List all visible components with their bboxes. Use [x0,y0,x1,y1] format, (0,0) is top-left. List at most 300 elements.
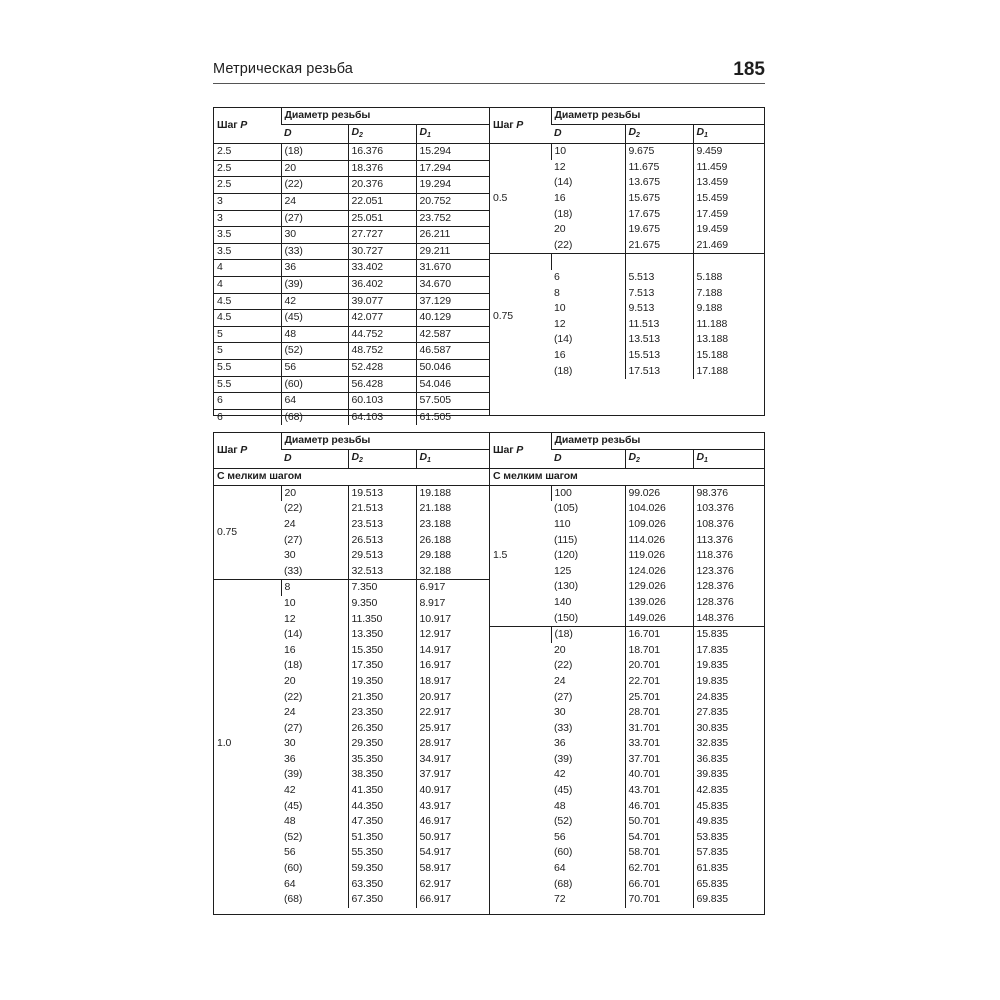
col-d-header [281,449,348,469]
cell-d1: 40.129 [416,310,490,327]
cell-d2: 38.350 [348,767,416,783]
table-row [214,243,490,260]
col-d2-label: D [351,125,359,138]
cell-d: 72 [554,893,566,906]
pitch-cell: 3 [214,193,281,210]
cell-d: (45) [554,784,573,797]
cell-d1: 54.046 [416,376,490,393]
cell-d: (60) [281,376,348,393]
cell-d1: 19.294 [416,177,490,194]
cell-d2: 44.350 [348,799,416,815]
cell-d2: 32.513 [348,564,416,580]
cell-d2: 16.701 [625,627,693,643]
cell-d2: 104.026 [625,501,693,517]
table-row [214,409,490,425]
cell-d: (39) [281,276,348,293]
cell-d2: 7.513 [625,286,693,302]
cell-d2: 40.701 [625,767,693,783]
cell-d1: 7.188 [693,286,764,302]
cell-d: 20 [281,160,348,177]
cell-d: 30 [281,227,348,244]
cell-d1: 40.917 [416,783,490,799]
col-d1-header [693,449,764,469]
cell-d1: 17.188 [693,364,764,380]
cell-d: (22) [284,502,303,515]
pitch-label: Шаг [217,118,238,131]
cell-d: (18) [281,144,348,161]
cell-d2: 50.701 [625,814,693,830]
cell-d: (120) [554,549,579,562]
cell-d2: 37.701 [625,752,693,768]
cell-d2: 44.752 [348,326,416,343]
cell-d1: 25.917 [416,721,490,737]
col-d2-label: D [628,450,636,463]
cell-d: (27) [284,533,303,546]
table-row [214,210,490,227]
cell-d: 42 [554,768,566,781]
cell-d: 24 [284,517,296,530]
running-title: Метрическая резьба [213,61,353,77]
cell-d1: 22.917 [416,705,490,721]
pitch-cell: 5.5 [214,359,281,376]
cell-d1: 113.376 [693,533,764,549]
col-d2-label: D [351,450,359,463]
cell-d1: 23.188 [416,517,490,533]
col-d2-header [348,124,416,144]
cell-d2: 21.513 [348,501,416,517]
cell-d2 [625,254,693,270]
table-row [214,393,490,410]
cell-d: 110 [554,517,571,530]
col-d1-label: D [419,125,427,138]
cell-d1: 61.835 [693,861,764,877]
table-row [214,144,490,161]
cell-d1: 28.917 [416,736,490,752]
col-d1-label: D [696,125,704,138]
col-d1-subscript: 1 [703,456,708,464]
col-d2-header [625,449,693,469]
cell-d2: 52.428 [348,359,416,376]
table-row [214,177,490,194]
cell-d: 16 [554,348,566,361]
cell-d: 8 [281,580,348,596]
col-d2-header [348,449,416,469]
cell-d1: 49.835 [693,814,764,830]
cell-d: 24 [554,674,566,687]
cell-d1: 53.835 [693,830,764,846]
cell-d2: 26.513 [348,533,416,549]
cell-d1: 118.376 [693,548,764,564]
cell-d1: 26.211 [416,227,490,244]
cell-d2: 17.675 [625,207,693,223]
pitch-cell: 1.0 [214,580,281,908]
col-d2-subscript: 2 [358,131,363,139]
cell-d: (33) [554,721,573,734]
header-row [214,108,490,124]
cell-d1: 103.376 [693,501,764,517]
cell-d1: 37.129 [416,293,490,310]
cell-d1: 61.505 [416,409,490,425]
cell-d1: 6.917 [416,580,490,596]
cell-d2: 59.350 [348,861,416,877]
cell-d1: 26.188 [416,533,490,549]
cell-d: (130) [554,580,579,593]
cell-d: (14) [554,176,573,189]
cell-d1: 32.835 [693,736,764,752]
cell-d: (45) [284,799,303,812]
diameter-header: Диаметр резьбы [281,108,490,124]
thread-grid [490,433,764,908]
cell-d: (150) [554,611,579,624]
cell-d1: 11.459 [693,160,764,176]
cell-d1: 46.917 [416,814,490,830]
table-row [214,276,490,293]
cell-d2: 139.026 [625,595,693,611]
col-d1-label: D [696,450,704,463]
fine-pitch-label: С мелким шагом [490,469,764,486]
table-row [490,627,764,643]
cell-d2: 46.701 [625,799,693,815]
fine-pitch-label: С мелким шагом [214,469,490,486]
cell-d1: 108.376 [693,517,764,533]
cell-d2: 35.350 [348,752,416,768]
cell-d1: 123.376 [693,564,764,580]
cell-d: (105) [554,502,579,515]
cell-d1: 128.376 [693,595,764,611]
cell-d: 36 [554,737,566,750]
cell-d1: 65.835 [693,877,764,893]
cell-d: 64 [281,393,348,410]
cell-d1: 13.459 [693,175,764,191]
cell-d2: 41.350 [348,783,416,799]
col-d-label: D [284,452,292,465]
col-d1-label: D [419,450,427,463]
cell-d2: 124.026 [625,564,693,580]
col-d-label: D [554,452,562,465]
cell-d1: 17.459 [693,207,764,223]
cell-d2: 47.350 [348,814,416,830]
cell-d [551,254,625,270]
pitch-header [214,108,281,144]
table-row [214,580,490,596]
cell-d: 6 [554,270,560,283]
cell-d1: 9.188 [693,301,764,317]
cell-d: 100 [551,485,625,501]
cell-d: (60) [554,846,573,859]
cell-d2: 13.350 [348,627,416,643]
table-row [214,485,490,501]
cell-d2: 29.513 [348,548,416,564]
cell-d2: 39.077 [348,293,416,310]
cell-d2: 114.026 [625,533,693,549]
cell-d1: 27.835 [693,705,764,721]
table-row [490,485,764,501]
cell-d1: 20.752 [416,193,490,210]
cell-d: 16 [554,191,566,204]
cell-d1: 29.188 [416,548,490,564]
cell-d2: 17.513 [625,364,693,380]
cell-d: (27) [554,690,573,703]
table-row [214,293,490,310]
cell-d: (52) [281,343,348,360]
cell-d: (27) [284,721,303,734]
cell-d2: 15.513 [625,348,693,364]
table-row [490,144,764,160]
pitch-cell: 4 [214,260,281,277]
cell-d: 20 [281,485,348,501]
cell-d1: 98.376 [693,485,764,501]
cell-d1: 42.835 [693,783,764,799]
cell-d: (18) [554,364,573,377]
cell-d: 24 [284,706,296,719]
table-row [214,376,490,393]
cell-d1: 19.835 [693,674,764,690]
cell-d2: 13.513 [625,332,693,348]
cell-d: (52) [284,830,303,843]
pitch-symbol: P [516,443,524,456]
cell-d: (27) [281,210,348,227]
cell-d: (39) [284,768,303,781]
pitch-header [490,108,551,144]
col-d-label: D [554,127,562,140]
cell-d: 30 [284,737,296,750]
cell-d: (33) [284,564,303,577]
cell-d2: 21.675 [625,238,693,254]
cell-d1: 58.917 [416,861,490,877]
table-row [490,254,764,270]
cell-d2: 18.701 [625,643,693,659]
cell-d1: 13.188 [693,332,764,348]
cell-d: 12 [554,160,566,173]
cell-d: 24 [281,193,348,210]
cell-d: 140 [554,595,572,608]
cell-d: (22) [554,238,573,251]
cell-d1: 128.376 [693,579,764,595]
table-row [214,227,490,244]
cell-d2: 55.350 [348,845,416,861]
cell-d2: 23.513 [348,517,416,533]
cell-d1: 17.294 [416,160,490,177]
cell-d: 36 [284,752,296,765]
pitch-cell: 3 [214,210,281,227]
cell-d1: 34.917 [416,752,490,768]
cell-d1: 19.835 [693,658,764,674]
cell-d: (18) [284,659,303,672]
cell-d1: 11.188 [693,317,764,333]
cell-d: 16 [284,643,296,656]
cell-d2: 22.701 [625,674,693,690]
cell-d2: 25.051 [348,210,416,227]
cell-d2: 18.376 [348,160,416,177]
cell-d2: 13.675 [625,175,693,191]
cell-d2: 33.402 [348,260,416,277]
pitch-label: Шаг [493,443,514,456]
cell-d1: 19.459 [693,222,764,238]
table-row [214,343,490,360]
thread-table-coarse [213,107,765,423]
cell-d: (52) [554,815,573,828]
table1-right [490,108,764,415]
cell-d: (45) [281,310,348,327]
pitch-cell: 0.75 [490,254,551,379]
cell-d2: 109.026 [625,517,693,533]
cell-d1: 31.670 [416,260,490,277]
cell-d2: 25.701 [625,690,693,706]
diameter-header: Диаметр резьбы [281,433,490,449]
pitch-header [490,433,551,469]
cell-d2: 51.350 [348,830,416,846]
cell-d1: 15.294 [416,144,490,161]
cell-d2: 9.350 [348,596,416,612]
thread-grid [214,433,490,908]
cell-d: (14) [284,628,303,641]
table-row [214,160,490,177]
cell-d: 8 [554,286,560,299]
cell-d2: 60.103 [348,393,416,410]
table1-left [214,108,490,423]
pitch-cell: 5 [214,343,281,360]
cell-d2: 21.350 [348,690,416,706]
cell-d2: 66.701 [625,877,693,893]
cell-d: 64 [284,877,296,890]
cell-d2: 70.701 [625,892,693,908]
cell-d2: 7.350 [348,580,416,596]
cell-d2: 29.350 [348,736,416,752]
col-d1-subscript: 1 [426,131,431,139]
cell-d2: 30.727 [348,243,416,260]
pitch-cell: 3.5 [214,227,281,244]
thread-table-fine [213,432,765,915]
cell-d1: 23.752 [416,210,490,227]
col-d-label: D [284,127,292,140]
cell-d2: 43.701 [625,783,693,799]
pitch-label: Шаг [493,118,514,131]
cell-d2: 149.026 [625,611,693,627]
cell-d: (18) [551,627,625,643]
cell-d: 30 [284,549,296,562]
cell-d1: 24.835 [693,690,764,706]
col-d2-subscript: 2 [635,456,640,464]
cell-d1: 15.188 [693,348,764,364]
thread-grid [490,108,764,379]
pitch-cell: 4.5 [214,310,281,327]
cell-d2: 16.376 [348,144,416,161]
pitch-cell: 3.5 [214,243,281,260]
cell-d2: 54.701 [625,830,693,846]
cell-d2: 129.026 [625,579,693,595]
cell-d1: 42.587 [416,326,490,343]
cell-d1: 19.188 [416,485,490,501]
cell-d: 64 [554,862,566,875]
cell-d1: 45.835 [693,799,764,815]
cell-d2: 58.701 [625,845,693,861]
cell-d1: 14.917 [416,643,490,659]
cell-d: (22) [284,690,303,703]
col-d-header [551,449,625,469]
pitch-cell: 5.5 [214,376,281,393]
cell-d: (14) [554,333,573,346]
cell-d1 [693,254,764,270]
cell-d: 56 [554,830,566,843]
cell-d1: 10.917 [416,612,490,628]
cell-d2: 64.103 [348,409,416,425]
col-d1-header [416,449,490,469]
cell-d: 56 [281,359,348,376]
cell-d1: 46.587 [416,343,490,360]
cell-d: 10 [284,596,296,609]
cell-d1: 30.835 [693,721,764,737]
cell-d2: 20.376 [348,177,416,194]
cell-d1: 18.917 [416,674,490,690]
pitch-cell: 2.5 [214,144,281,161]
cell-d2: 19.513 [348,485,416,501]
cell-d: 20 [554,643,566,656]
cell-d1: 39.835 [693,767,764,783]
cell-d2: 9.513 [625,301,693,317]
pitch-cell: 2.5 [214,177,281,194]
cell-d: (22) [554,659,573,672]
pitch-cell: 0.5 [493,191,508,204]
cell-d1: 9.459 [693,144,764,160]
pitch-cell: 5 [214,326,281,343]
cell-d2: 20.701 [625,658,693,674]
cell-d: (33) [281,243,348,260]
cell-d1: 50.046 [416,359,490,376]
pitch-cell: 2.5 [214,160,281,177]
cell-d2: 11.675 [625,160,693,176]
cell-d: 10 [554,302,566,315]
cell-d: 12 [284,612,296,625]
cell-d1: 54.917 [416,845,490,861]
cell-d2: 26.350 [348,721,416,737]
pitch-cell: 4.5 [214,293,281,310]
cell-d1: 32.188 [416,564,490,580]
header-row [490,433,764,449]
cell-d: 48 [554,799,566,812]
cell-d1: 17.835 [693,643,764,659]
col-d2-header [625,124,693,144]
cell-d1: 66.917 [416,892,490,908]
cell-d1: 36.835 [693,752,764,768]
fine-pitch-band [214,469,490,486]
pitch-symbol: P [240,118,248,131]
cell-d1: 57.505 [416,393,490,410]
pitch-symbol: P [516,118,524,131]
diameter-header: Диаметр резьбы [551,433,764,449]
col-d2-subscript: 2 [358,456,363,464]
cell-d: 56 [284,846,296,859]
col-d1-subscript: 1 [703,131,708,139]
cell-d1: 20.917 [416,690,490,706]
cell-d1: 16.917 [416,658,490,674]
cell-d2: 19.350 [348,674,416,690]
cell-d2: 11.350 [348,612,416,628]
cell-d2: 15.675 [625,191,693,207]
cell-d: 10 [551,144,625,160]
page-number: 185 [733,59,765,80]
thread-grid [214,108,490,425]
cell-d: 20 [284,674,296,687]
cell-d2: 23.350 [348,705,416,721]
cell-d: 42 [284,784,296,797]
cell-d: 48 [284,815,296,828]
col-d-header [551,124,625,144]
cell-d2: 22.051 [348,193,416,210]
cell-d1: 57.835 [693,845,764,861]
pitch-symbol: P [240,443,248,456]
cell-d1: 69.835 [693,892,764,908]
table-row [214,310,490,327]
